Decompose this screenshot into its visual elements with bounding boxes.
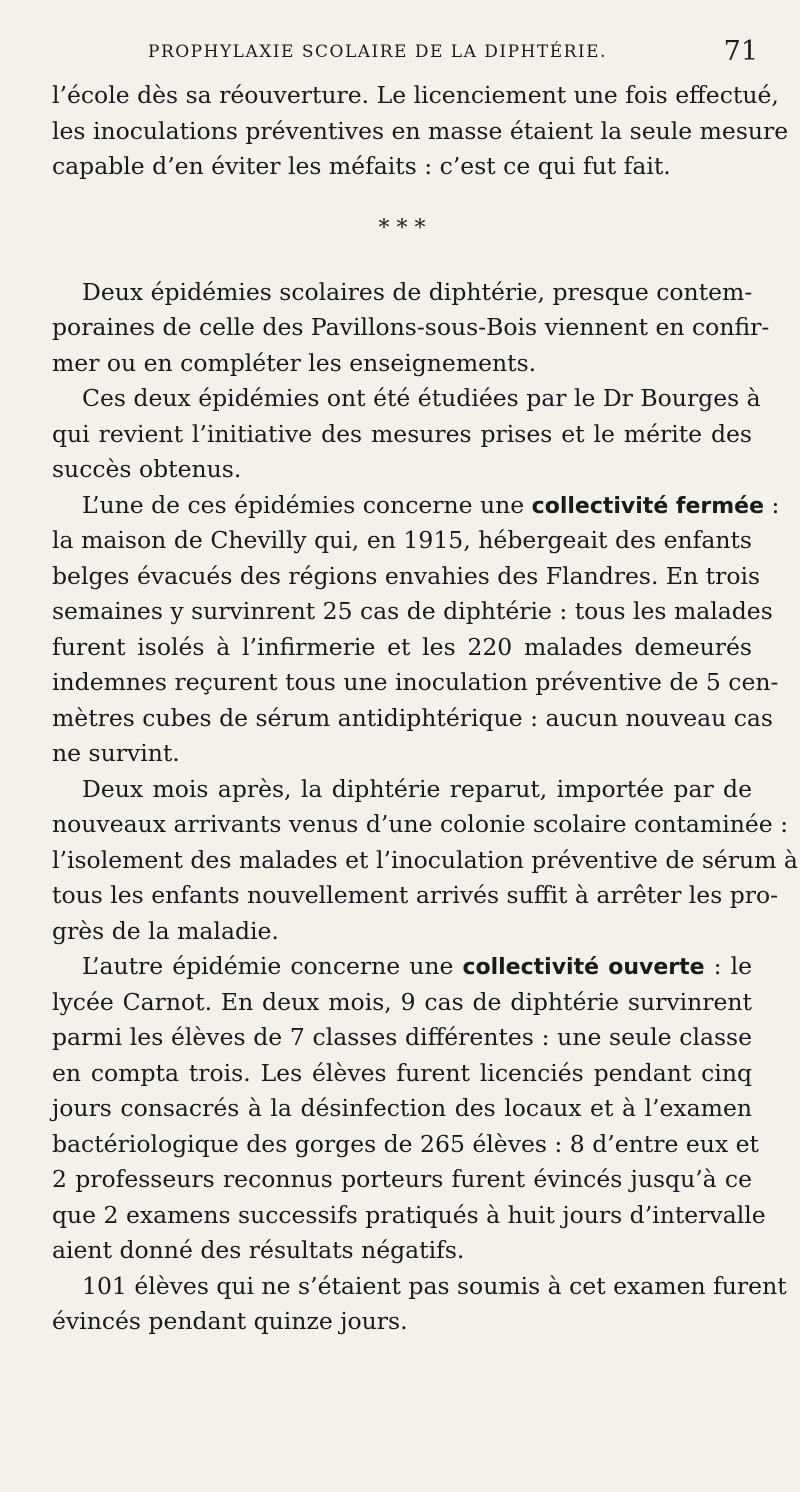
text-run: L’autre épidémie concerne une <box>82 952 463 980</box>
text-line: évincés pendant quinze jours. <box>52 1307 408 1335</box>
text-line: en compta trois. Les élèves furent licenciés pendant cinq <box>52 1058 752 1087</box>
paragraph-continuation <box>52 78 789 185</box>
text-line: la maison de Chevilly qui, en 1915, hébergeait des enfants <box>52 526 752 554</box>
text-line: 101 élèves qui ne s’étaient pas soumis à cet examen furent <box>82 1271 787 1300</box>
text-line: mètres cubes de sérum antidiphtérique : aucun nouveau cas <box>52 703 773 732</box>
page-number: 71 <box>723 36 758 67</box>
text-line <box>52 949 752 985</box>
text-line: ne survint. <box>52 739 180 767</box>
paragraph <box>52 949 766 1269</box>
text-line: aient donné des résultats négatifs. <box>52 1236 465 1264</box>
paragraph <box>52 381 761 488</box>
text-line: poraines de celle des Pavillons-sous-Bois viennent en confir- <box>52 313 770 341</box>
text-line: Deux épidémies scolaires de diphtérie, presque contem- <box>82 277 753 306</box>
text-line: l’isolement des malades et l’inoculation préventive de sérum à <box>52 845 798 874</box>
text-run: : <box>764 490 780 519</box>
paragraph <box>52 1269 787 1340</box>
text-line: succès obtenus. <box>52 455 242 483</box>
text-line: furent isolés à l’infirmerie et les 220 malades demeurés <box>52 632 752 661</box>
text-line: nouveaux arrivants venus d’une colonie scolaire contaminée : <box>52 810 789 838</box>
text-line: indemnes reçurent tous une inoculation préventive de 5 cen- <box>52 668 779 696</box>
text-line: capable d’en éviter les méfaits : c’est ce qui fut fait. <box>52 152 671 180</box>
text-line: belges évacués des régions envahies des Flandres. En trois <box>52 561 761 590</box>
paragraph <box>52 772 798 950</box>
text-line: qui revient l’initiative des mesures prises et le mérite des <box>52 419 752 448</box>
text-line: Ces deux épidémies ont été étudiées par le Dr Bourges à <box>82 384 761 412</box>
text-line: lycée Carnot. En deux mois, 9 cas de diphtérie survinrent <box>52 987 752 1016</box>
text-line: jours consacrés à la désinfection des locaux et à l’examen <box>52 1094 752 1122</box>
text-line: que 2 examens successifs pratiqués à huit jours d’intervalle <box>52 1200 766 1229</box>
text-run: : le <box>704 952 753 980</box>
text-line: grès de la maladie. <box>52 916 279 945</box>
text-line <box>52 488 780 524</box>
text-line: semaines y survinrent 25 cas de diphtérie : tous les malades <box>52 597 773 625</box>
running-head <box>48 36 770 70</box>
text-run: L’une de ces épidémies concerne une <box>82 490 532 519</box>
running-title: PROPHYLAXIE SCOLAIRE DE LA DIPHTÉRIE. <box>148 42 607 62</box>
paragraph <box>52 275 770 382</box>
asterism-glyph: * * * <box>378 215 426 241</box>
text-line: bactériologique des gorges de 265 élèves : 8 d’entre eux et <box>52 1129 759 1158</box>
text-line: l’école dès sa réouverture. Le licenciement une fois effectué, <box>52 81 779 109</box>
text-line: 2 professeurs reconnus porteurs furent évincés jusqu’à ce <box>52 1165 752 1193</box>
text-line: parmi les élèves de 7 classes différentes : une seule classe <box>52 1023 752 1051</box>
paragraph <box>52 488 780 772</box>
emphasis-term: collectivité ouverte <box>462 955 705 980</box>
body-text <box>52 78 798 1340</box>
section-asterism <box>52 185 752 275</box>
emphasis-term: collectivité fermée <box>531 493 765 519</box>
text-line: les inoculations préventives en masse étaient la seule mesure <box>52 116 789 145</box>
text-line: mer ou en compléter les enseignements. <box>52 348 537 377</box>
text-line: tous les enfants nouvellement arrivés suffit à arrêter les pro- <box>52 881 779 909</box>
text-line: Deux mois après, la diphtérie reparut, importée par de <box>82 774 752 803</box>
